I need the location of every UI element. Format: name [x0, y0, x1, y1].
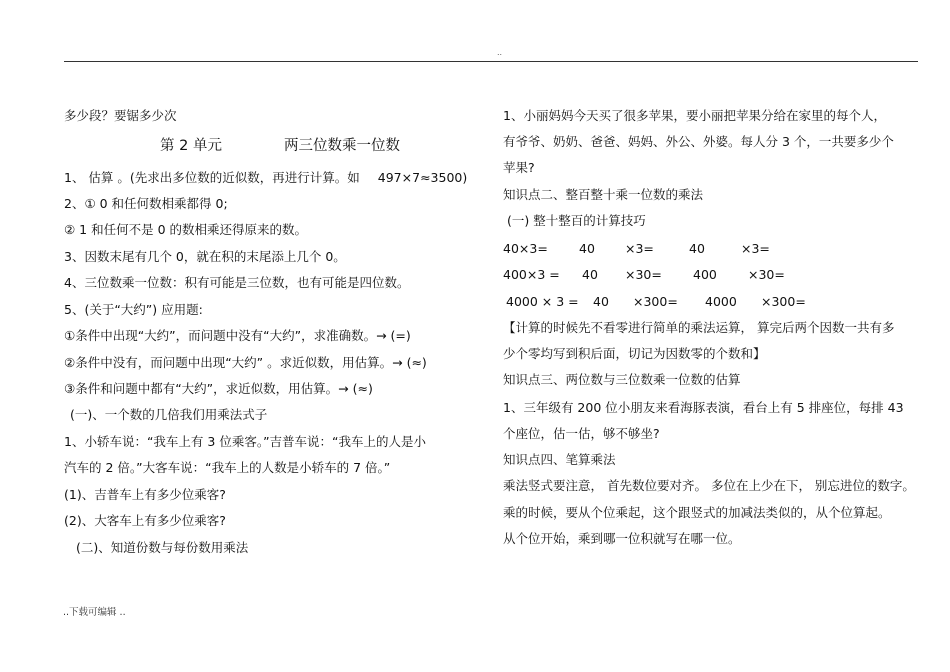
header-dots: ..: [497, 48, 503, 57]
calc-row-1-b: 40: [579, 241, 595, 256]
left-line-4: 2、① 0 和任何数相乘都得 0;: [64, 196, 228, 211]
left-line-3-example: 497×7≈3500): [377, 170, 468, 185]
right-line-17: 从个位开始，乘到哪一位积就写在哪一位。: [503, 531, 741, 546]
right-line-4: 知识点二、整百整十乘一位数的乘法: [503, 187, 704, 202]
left-line-14: 汽车的 2 倍。”大客车说：“我车上的人数是小轿车的 7 倍。”: [64, 460, 391, 475]
calc-row-3-b: 40: [593, 294, 609, 309]
calc-row-1-d: 40: [689, 241, 705, 256]
right-line-2: 有爷爷、奶奶、爸爸、妈妈、外公、外婆。每人分 3 个，一共要多少个: [503, 134, 894, 149]
left-line-9: ①条件中出现“大约”，而问题中没有“大约”，求准确数。→ (=): [64, 328, 411, 343]
calc-row-3-d: 4000: [705, 294, 737, 309]
calc-row-1-a: 40×3=: [503, 241, 548, 256]
left-line-3-text: 1、 估算 。(先求出多位数的近似数，再进行计算。如: [64, 170, 360, 185]
right-line-10: 少个零均写到积后面，切记为因数零的个数和】: [503, 346, 766, 361]
calc-row-2-d: 400: [693, 267, 717, 282]
right-line-16: 乘的时候，要从个位乘起，这个跟竖式的加减法类似的，从个位算起。: [503, 505, 891, 520]
right-line-15: 乘法竖式要注意， 首先数位要对齐。 多位在上少在下， 别忘进位的数字。: [503, 478, 915, 493]
right-line-12: 1、三年级有 200 位小朋友来看海豚表演，看台上有 5 排座位，每排 43: [503, 400, 904, 415]
right-line-13: 个座位，估一估，够不够坐?: [503, 426, 660, 441]
left-line-10: ②条件中没有，而问题中出现“大约” 。求近似数，用估算。→ (≈): [64, 355, 427, 370]
unit-title-number: 第 2 单元: [160, 138, 222, 154]
header-rule: [64, 61, 918, 62]
left-line-6: 3、因数末尾有几个 0，就在积的末尾添上几个 0。: [64, 249, 346, 264]
right-line-5: (一) 整十整百的计算技巧: [507, 213, 646, 228]
left-line-7: 4、三位数乘一位数：积有可能是三位数，也有可能是四位数。: [64, 275, 410, 290]
calc-row-2-a: 400×3 =: [503, 267, 560, 282]
right-line-9: 【计算的时候先不看零进行简单的乘法运算， 算完后两个因数一共有多: [503, 320, 895, 335]
right-line-1: 1、小丽妈妈今天买了很多苹果，要小丽把苹果分给在家里的每个人，: [503, 108, 886, 123]
left-line-3: [64, 170, 467, 186]
right-line-11: 知识点三、两位数与三位数乘一位数的估算: [503, 372, 741, 387]
right-line-3: 苹果?: [503, 160, 535, 175]
left-line-5: ② 1 和任何不是 0 的数相乘还得原来的数。: [64, 222, 308, 237]
left-line-11: ③条件和问题中都有“大约”，求近似数，用估算。→ (≈): [64, 381, 373, 396]
right-line-14: 知识点四、笔算乘法: [503, 452, 616, 467]
calc-row-1-e: ×3=: [741, 241, 770, 256]
left-line-8: 5、(关于“大约”) 应用题:: [64, 302, 203, 317]
calc-row-2-c: ×30=: [625, 267, 662, 282]
left-line-1: 多少段？要锯多少次: [64, 108, 177, 123]
calc-row-2-e: ×30=: [748, 267, 785, 282]
calc-row-1-c: ×3=: [625, 241, 654, 256]
left-line-15: (1)、吉普车上有多少位乘客?: [64, 487, 226, 502]
calc-row-3-c: ×300=: [633, 294, 678, 309]
footer-note: ..下载可编辑 ..: [63, 607, 126, 618]
left-line-17: (二)、知道份数与每份数用乘法: [76, 540, 249, 555]
unit-title-name: 两三位数乘一位数: [283, 138, 400, 154]
unit-title: [160, 138, 400, 154]
left-line-13: 1、小轿车说：“我车上有 3 位乘客。”吉普车说：“我车上的人是小: [64, 434, 427, 449]
calc-row-2-b: 40: [582, 267, 598, 282]
calc-row-3-a: 4000 × 3 =: [506, 294, 579, 309]
left-line-16: (2)、大客车上有多少位乘客?: [64, 513, 226, 528]
left-line-12: (一)、一个数的几倍我们用乘法式子: [70, 407, 268, 422]
calc-row-3-e: ×300=: [761, 294, 806, 309]
